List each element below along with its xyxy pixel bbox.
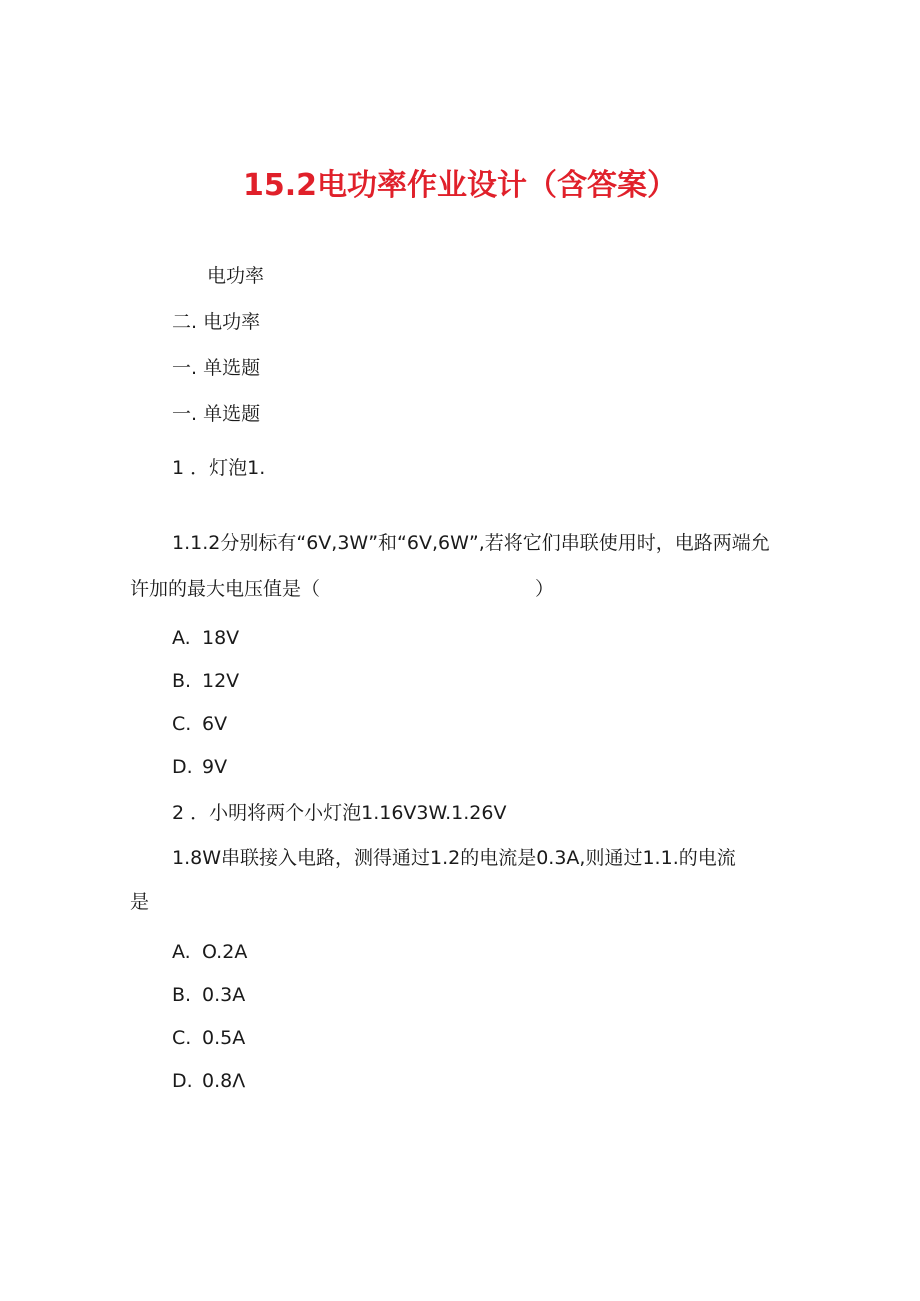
option-text: 9V [202, 756, 228, 778]
option-text: 0.5A [202, 1027, 246, 1049]
heading-question-type: 一. 单选题 [172, 357, 261, 379]
option-text: 18V [202, 627, 240, 649]
option-text: 12V [202, 670, 240, 692]
option-text: 0.8Λ [202, 1070, 246, 1092]
option-letter: A. [172, 941, 191, 963]
option-d [172, 754, 227, 780]
question-2-stem-line-2: 是 [130, 891, 150, 913]
heading-subsection: 二. 电功率 [172, 311, 261, 333]
option-b [172, 982, 245, 1008]
question-1-stem-line-2 [130, 576, 554, 602]
option-text: O.2A [202, 941, 248, 963]
question-1-stem-line-1: 1.1.2分别标有“6V,3W”和“6V,6W”,若将它们串联使用时，电路两端允 [172, 532, 770, 554]
option-c [172, 711, 227, 737]
option-letter: C. [172, 1027, 192, 1049]
option-letter: B. [172, 984, 192, 1006]
heading-question-type-repeat: 一. 单选题 [172, 403, 261, 425]
document-title: 15.2电功率作业设计（含答案） [242, 168, 678, 203]
option-a [172, 939, 247, 965]
option-letter: D. [172, 756, 193, 778]
heading-section: 电功率 [207, 265, 265, 287]
option-b [172, 668, 239, 694]
option-letter: D. [172, 1070, 193, 1092]
option-c [172, 1025, 245, 1051]
option-a [172, 625, 239, 651]
option-letter: A. [172, 627, 191, 649]
question-2-stem-line-1: 1.8W串联接入电路，测得通过1.2的电流是0.3A,则通过1.1.的电流 [172, 847, 736, 869]
question-1-intro: 1 ．灯泡1. [172, 457, 266, 479]
option-letter: B. [172, 670, 192, 692]
question-1-stem-text: 许加的最大电压值是（ [130, 578, 321, 600]
option-text: 0.3A [202, 984, 246, 1006]
question-1-closing-paren: ） [535, 578, 555, 600]
option-text: 6V [202, 713, 228, 735]
question-2-intro: 2 ．小明将两个小灯泡1.16V3W.1.26V [172, 802, 507, 824]
option-d [172, 1068, 245, 1094]
option-letter: C. [172, 713, 192, 735]
